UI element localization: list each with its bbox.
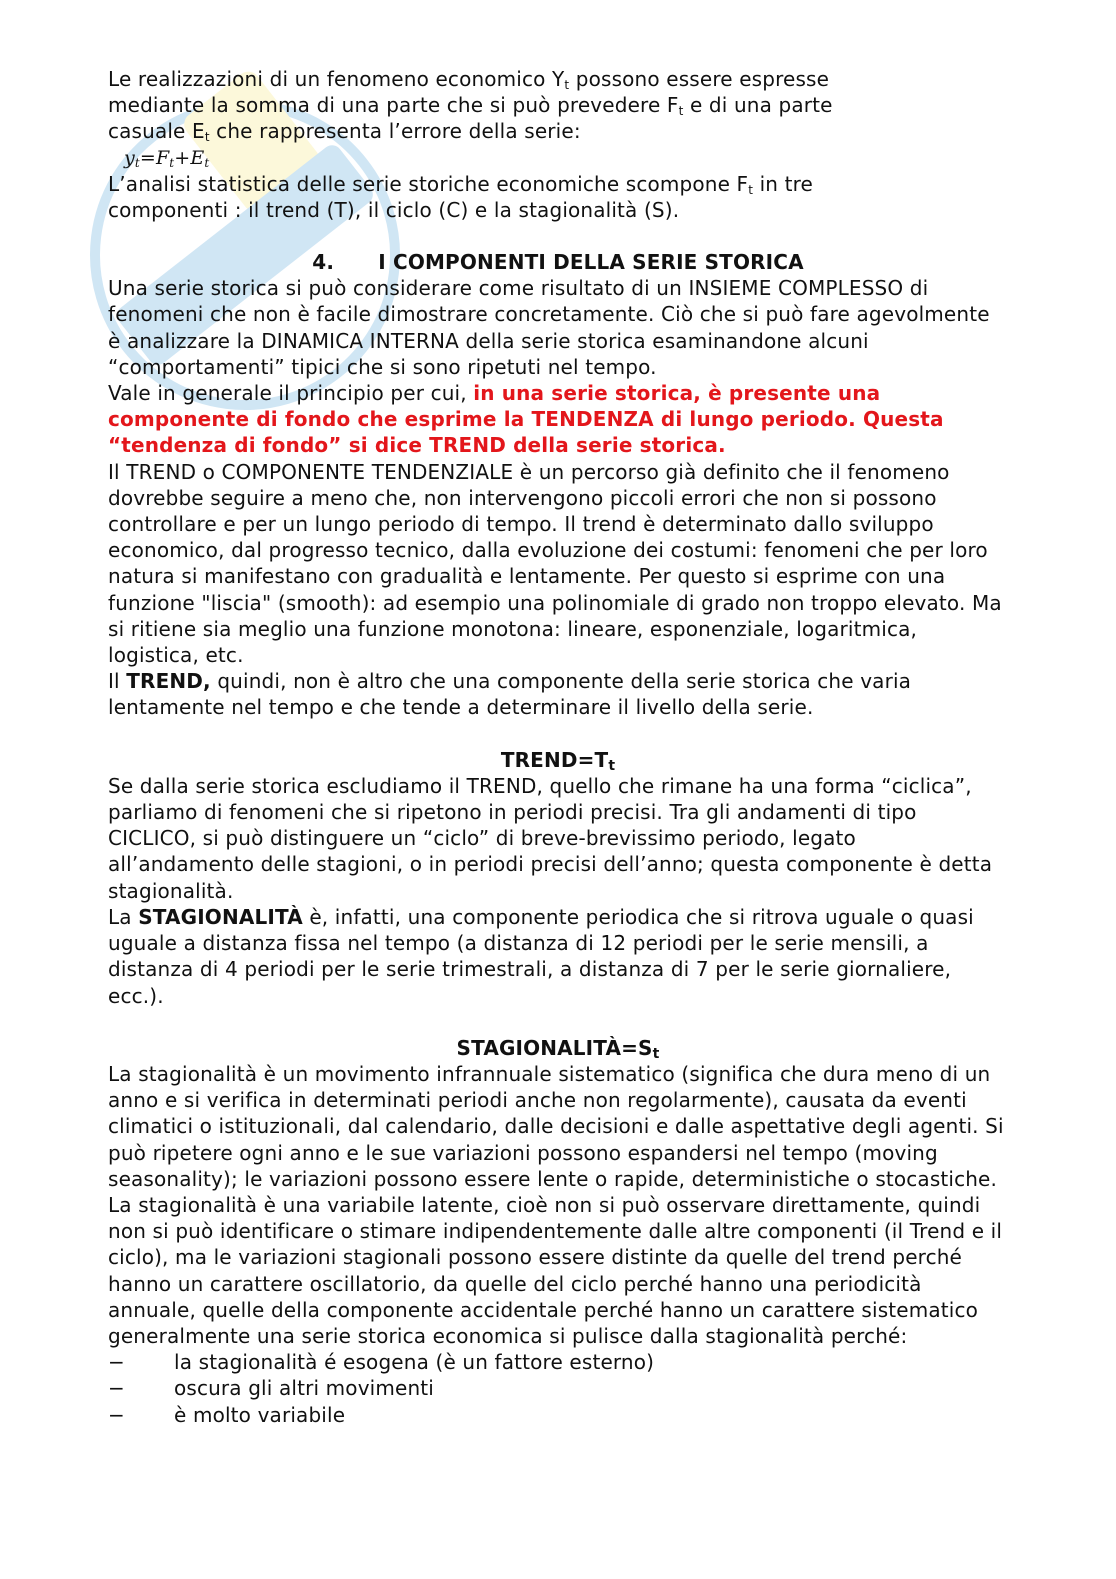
trend-heading: $TREND=T_t$ [500,747,616,774]
section-paragraph-2: Vale in generale il principio per cui, in una serie storica, è presente una componente di fondo che esprime la TENDENZA di lungo periodo. Questa “tendenza di fondo” si dice TREND della serie storica. [108,381,944,458]
highlighted-text: in una serie storica, è presente una componente di fondo che esprime la TENDENZA di lungo periodo. Questa “tendenza di fondo” si dice TREND della serie storica. [108,381,944,458]
trend-paragraph-2: La STAGIONALITÀ è, infatti, una componente periodica che si ritrova uguale o quasi uguale a distanza fissa nel tempo (a distanza di 12 periodi per le serie mensili, a distanza di 4 periodi per le serie trimestrali, a distanza di 7 per le serie giornaliere, ecc.). [108,904,974,1008]
document-page [108,66,1008,1428]
section-paragraph-1: Una serie storica si può considerare come risultato di un INSIEME COMPLESSO di fenomeni che non è facile dimostrare concretamente. Ciò che si può fare agevolmente è analizzare la DINAMICA INTERNA della serie storica esaminandone alcuni “comportamenti” tipici che si sono ripetuti nel tempo. [108,276,990,379]
list-item: − è molto variabile [108,1402,346,1427]
intro-line-5: componenti : il trend (T), il ciclo (C) e la stagionalità (S). [108,197,680,222]
intro-line-4: L’analisi statistica delle serie storiche economiche scompone $F_t$ in tre [108,171,814,197]
trend-paragraph-1: Se dalla serie storica escludiamo il TREND, quello che rimane ha una forma “ciclica”, parliamo di fenomeni che si ripetono in periodi precisi. Tra gli andamenti di tipo CICLICO, si può distinguere un “ciclo” di breve-brevissimo periodo, legato all’andamento delle stagioni, o in periodi precisi dell’anno; questa componente è detta stagionalità. [108,773,993,903]
intro-line-2: mediante la somma di una parte che si può prevedere $F_t$ e di una parte [108,93,833,119]
intro-line-3: casuale $E_t$ che rappresenta l’errore della serie: [108,119,581,145]
formula: $y_t=F_t+E_t$ [124,146,210,170]
section-paragraph-3: Il TREND o COMPONENTE TENDENZIALE è un percorso già definito che il fenomeno dovrebbe seguire a meno che, non intervengono piccoli errori che non si possono controllare e per un lungo periodo di tempo. Il trend è determinato dallo sviluppo economico, dal progresso tecnico, dalla evoluzione dei costumi: fenomeni che per loro natura si manifestano con gradualità e lentamente. Per questo si esprime con una funzione "liscia" (smooth): ad esempio una polinomiale di grado non troppo elevato. Ma si ritiene sia meglio una funzione monotona: lineare, esponenziale, logaritmica, logistica, etc. [108,459,1002,668]
list-item: − oscura gli altri movimenti [108,1376,434,1401]
stagionalita-paragraph: La stagionalità è un movimento infrannuale sistematico (significa che dura meno di un anno e si verifica in determinati periodi anche non regolarmente), causata da eventi climatici o istituzionali, dal calendario, dalle decisioni e dalle aspettative degli agenti. Si può ripetere ogni anno e le sue variazioni possono espandersi nel tempo (moving seasonality); le variazioni possono essere lente o rapide, deterministiche o stocastiche. La stagionalità è una variabile latente, cioè non si può osservare direttamente, quindi non si può identificare o stimare indipendentemente dalle altre componenti (il Trend e il ciclo), ma le variazioni stagionali possono essere distinte da quelle del trend perché hanno un carattere oscillatorio, da quelle del ciclo perché hanno una periodicità annuale, quelle della componente accidentale perché hanno un carattere sistematico generalmente una serie storica economica si pulisce dalla stagionalità perché: [108,1061,1004,1348]
section-heading: 4. I COMPONENTI DELLA SERIE STORICA [312,250,804,275]
list-item: − la stagionalità é esogena (è un fattore esterno) [108,1350,655,1375]
stagionalita-heading: $STAGIONALITÀ=S_t$ [456,1035,660,1062]
section-paragraph-4: Il TREND, quindi, non è altro che una componente della serie storica che varia lentamente nel tempo e che tende a determinare il livello della serie. [108,669,912,720]
intro-line-1: Le realizzazioni di un fenomeno economico $Y_t$ possono essere espresse [108,67,830,92]
reasons-list [108,1349,1008,1428]
